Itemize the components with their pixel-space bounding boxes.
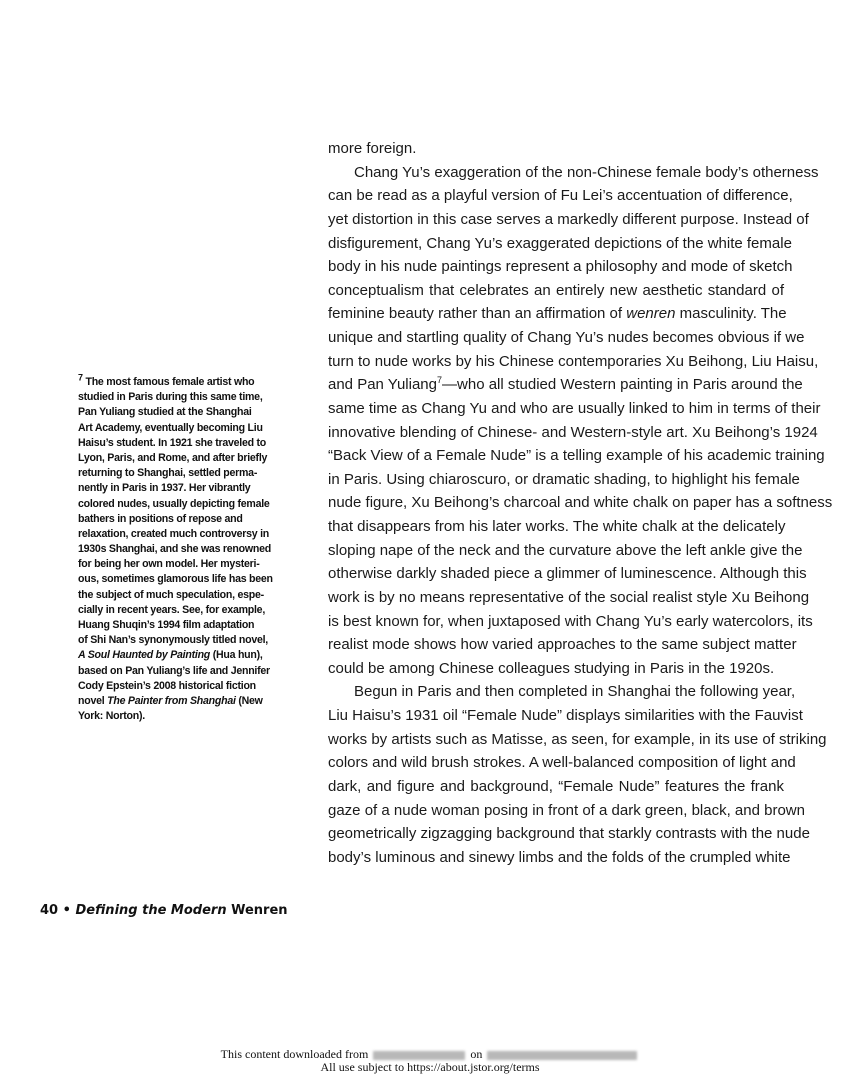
- redacted-timestamp: [487, 1051, 637, 1060]
- running-head-italic: Defining the Modern: [75, 903, 227, 918]
- text-line: conceptualism that celebrates an entirely new aesthetic standard of: [328, 281, 784, 299]
- text-line: body’s luminous and sinewy limbs and the folds of the crumpled white: [328, 848, 791, 866]
- page-number: 40: [40, 903, 59, 918]
- footnote-line: York: Norton).: [78, 710, 145, 723]
- text-line: body in his nude paintings represent a philosophy and mode of sketch: [328, 258, 793, 276]
- footnote-line: cially in recent years. See, for example,: [78, 603, 266, 616]
- text-line: Chang Yu’s exaggeration of the non-Chinese female body’s otherness: [354, 163, 819, 181]
- text-segment: masculinity. The: [675, 305, 787, 323]
- text-line: gaze of a nude woman posing in front of a dark green, black, and brown: [328, 801, 805, 819]
- text-line: more foreign.: [328, 140, 417, 157]
- text-line: [328, 302, 787, 326]
- footnote-line: Haisu’s student. In 1921 she traveled to: [78, 436, 267, 449]
- footnote-line: based on Pan Yuliang’s life and Jennifer: [78, 664, 270, 677]
- text-line: that disappears from his later works. The white chalk at the delicately: [328, 518, 786, 535]
- text-line: turn to nude works by his Chinese contemporaries Xu Beihong, Liu Haisu,: [328, 352, 819, 370]
- text-line: dark, and figure and background, “Female Nude” features the frank: [328, 777, 784, 795]
- text-line: could be among Chinese colleagues studying in Paris in the 1920s.: [328, 659, 775, 677]
- text-line: in Paris. Using chiaroscuro, or dramatic shading, to highlight his female: [328, 470, 800, 488]
- footnote-line: the subject of much speculation, espe-: [78, 588, 264, 601]
- text-line: disfigurement, Chang Yu’s exaggerated depictions of the white female: [328, 234, 792, 252]
- text-line: unique and startling quality of Chang Yu’s nudes becomes obvious if we: [328, 329, 805, 346]
- footnote-line: [78, 648, 278, 663]
- footnote-line: nently in Paris in 1937. Her vibrantly: [78, 482, 251, 495]
- text-segment: feminine beauty rather than an affirmation of: [328, 305, 627, 323]
- separator-bullet: •: [62, 903, 71, 918]
- footnote-7: [78, 372, 278, 724]
- footnote-line: relaxation, created much controversy in: [78, 527, 270, 540]
- text-line: innovative blending of Chinese- and Western-style art. Xu Beihong’s 1924: [328, 423, 818, 441]
- text-line: sloping nape of the neck and the curvature above the left ankle give the: [328, 541, 803, 559]
- jstor-terms-line[interactable]: All use subject to https://about.jstor.org/terms: [320, 1060, 540, 1074]
- footnote-line: Cody Epstein’s 2008 historical fiction: [78, 679, 256, 692]
- download-on-label: on: [470, 1047, 483, 1061]
- footnote-line: Art Academy, eventually becoming Liu: [78, 421, 263, 434]
- redacted-ip: [373, 1051, 465, 1060]
- text-line: “Back View of a Female Nude” is a telling example of his academic training: [328, 447, 825, 465]
- footnote-line: ous, sometimes glamorous life has been: [78, 573, 273, 586]
- text-segment: novel: [78, 694, 108, 707]
- text-line: realist mode shows how varied approaches to the same subject matter: [328, 636, 797, 654]
- text-line: geometrically zigzagging background that starkly contrasts with the nude: [328, 825, 810, 843]
- italic-title: The Painter from Shanghai: [107, 694, 236, 707]
- footnote-line: colored nudes, usually depicting female: [78, 497, 270, 510]
- footnote-reference[interactable]: 7: [437, 375, 443, 386]
- footnote-line: studied in Paris during this same time,: [78, 391, 263, 404]
- text-line: colors and wild brush strokes. A well-balanced composition of light and: [328, 754, 796, 772]
- footnote-line: [78, 694, 278, 709]
- footnote-line: returning to Shanghai, settled perma-: [78, 467, 258, 480]
- text-line: yet distortion in this case serves a markedly different purpose. Instead of: [328, 210, 809, 228]
- footnote-line: bathers in positions of repose and: [78, 512, 243, 525]
- text-line: Liu Haisu’s 1931 oil “Female Nude” displays similarities with the Fauvist: [328, 707, 803, 724]
- text-line: work is by no means representative of the social realist style Xu Beihong: [328, 588, 810, 606]
- text-line: can be read as a playful version of Fu Lei’s accentuation of difference,: [328, 187, 793, 205]
- text-line: otherwise darkly shaded piece a glimmer of luminescence. Although this: [328, 565, 807, 583]
- footnote-line: 1930s Shanghai, and she was renowned: [78, 543, 271, 556]
- text-line: nude figure, Xu Beihong’s charcoal and white chalk on paper has a softness: [328, 494, 833, 512]
- main-text-column: [328, 137, 833, 869]
- running-head-roman: Wenren: [231, 903, 288, 918]
- footnote-marker: 7: [78, 372, 83, 383]
- footnote-line: [78, 372, 278, 390]
- text-line: same time as Chang Yu and who are usually linked to him in terms of their: [328, 399, 821, 417]
- text-segment: (Hua hun),: [210, 649, 263, 662]
- footnote-line: Huang Shuqin’s 1994 film adaptation: [78, 619, 255, 631]
- footnote-line: of Shi Nan’s synonymously titled novel,: [78, 634, 268, 647]
- footnote-line: Pan Yuliang studied at the Shanghai: [78, 406, 252, 419]
- footnote-line: Lyon, Paris, and Rome, and after briefly: [78, 451, 268, 464]
- italic-term: wenren: [626, 305, 676, 323]
- text-segment: (New: [235, 694, 263, 707]
- text-line: works by artists such as Matisse, as seen, for example, in its use of striking: [328, 730, 827, 748]
- text-segment: —who all studied Western painting in Paris around the: [442, 376, 803, 394]
- text-segment: and Pan Yuliang: [328, 376, 437, 394]
- text-line: Begun in Paris and then completed in Shanghai the following year,: [354, 683, 796, 701]
- italic-title: A Soul Haunted by Painting: [78, 649, 211, 662]
- text-line: [328, 373, 803, 397]
- jstor-notice: [0, 1048, 860, 1074]
- text-line: is best known for, when juxtaposed with Chang Yu’s early watercolors, its: [328, 612, 813, 630]
- footnote-line: for being her own model. Her mysteri-: [78, 558, 260, 571]
- text-segment: The most famous female artist who: [85, 376, 255, 388]
- jstor-download-line: [0, 1048, 860, 1061]
- page-footer: [40, 903, 288, 918]
- download-label: This content downloaded from: [220, 1047, 369, 1061]
